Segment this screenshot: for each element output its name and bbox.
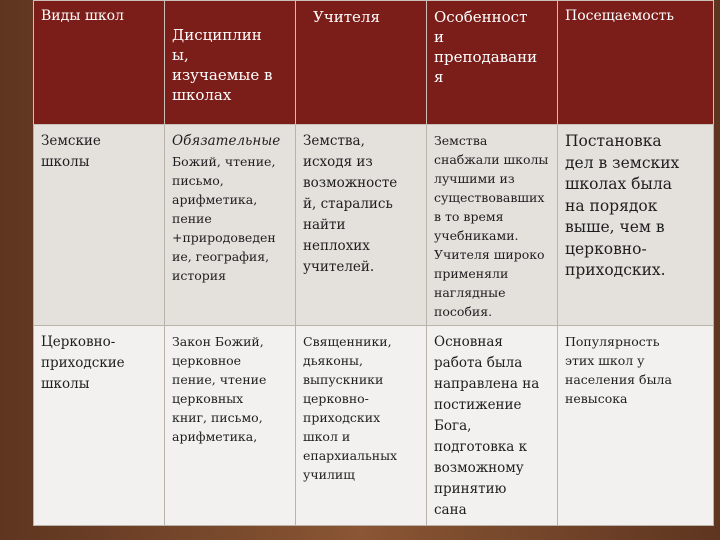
cell-teachers (296, 125, 427, 326)
cell-school-type (34, 326, 165, 526)
header-disciplines (165, 1, 296, 125)
cell-disciplines (165, 125, 296, 326)
header-attendance (558, 1, 714, 125)
features-text: Земства снабжали школы лучшими из существовавших в то время учебниками. Учителя широко применяли наглядные пособия. (434, 133, 549, 319)
table-row (34, 326, 714, 526)
header-teachers-text: Учителя (313, 8, 380, 26)
cell-attendance (558, 125, 714, 326)
teachers-text: Священники, дьяконы, выпускники церковно- приходских школ и епархиальных училищ (303, 334, 398, 482)
school-type-text: Церковно- приходские школы (41, 334, 125, 392)
header-disciplines-text: Дисциплин ы, изучаемые в школах (172, 26, 273, 104)
header-features-text: Особенност и преподавани я (434, 8, 538, 86)
header-teachers (296, 1, 427, 125)
header-attendance-text: Посещаемость (565, 8, 674, 24)
header-school-types (34, 1, 165, 125)
schools-table (33, 0, 714, 526)
cell-school-type (34, 125, 165, 326)
table-row (34, 125, 714, 326)
cell-features (427, 326, 558, 526)
header-school-types-text: Виды школ (41, 8, 124, 24)
schools-table-frame (33, 0, 713, 526)
teachers-text: Земства, исходя из возможносте й, старались найти неплохих учителей. (303, 133, 398, 275)
school-type-text: Земские школы (41, 133, 101, 170)
cell-teachers (296, 326, 427, 526)
attendance-text: Популярность этих школ у населения была невысока (565, 334, 672, 406)
disciplines-lead-text: Обязательные (172, 133, 281, 149)
disciplines-text: Закон Божий, церковное пение, чтение церковных книг, письмо, арифметика, (172, 334, 267, 444)
table-header-row (34, 1, 714, 125)
cell-attendance (558, 326, 714, 526)
attendance-text: Постановка дел в земских школах была на порядок выше, чем в церковно- приходских. (565, 132, 680, 279)
disciplines-text: Божий, чтение, письмо, арифметика, пение +природоведен ие, география, история (172, 154, 276, 283)
cell-features (427, 125, 558, 326)
features-text: Основная работа была направлена на постижение Бога, подготовка к возможному принятию сана (434, 334, 540, 518)
cell-disciplines (165, 326, 296, 526)
header-features (427, 1, 558, 125)
